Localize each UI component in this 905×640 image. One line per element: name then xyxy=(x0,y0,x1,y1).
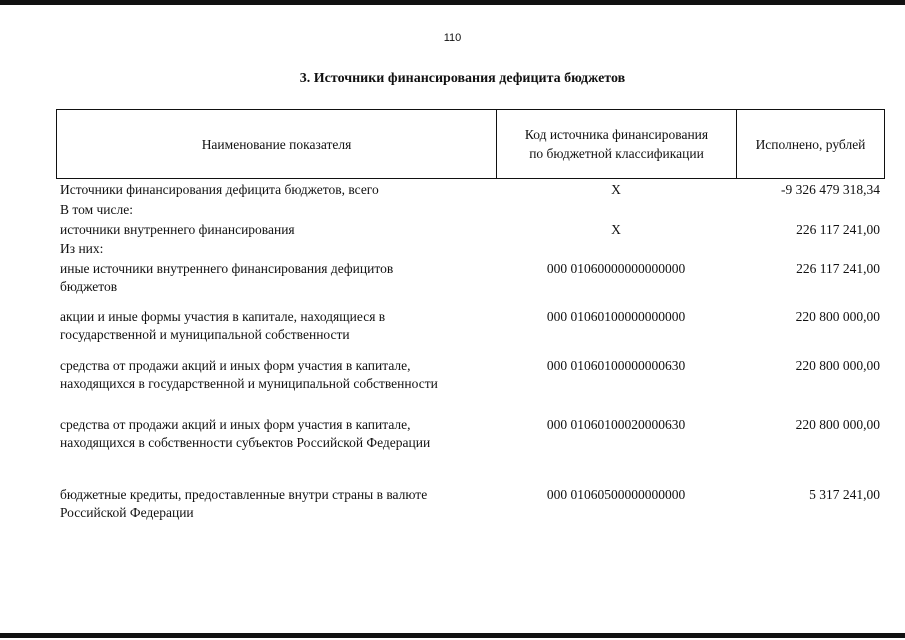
row-name-line2: бюджетов xyxy=(60,279,118,294)
row-name-line2: находящихся в государственной и муниципальной собственности xyxy=(60,376,438,391)
row-name-line1: иные источники внутреннего финансирования дефицитов xyxy=(60,261,394,276)
row-amount: 226 117 241,00 xyxy=(796,222,880,237)
row-name-line1: бюджетные кредиты, предоставленные внутри страны в валюте xyxy=(60,487,428,502)
row-code: 000 01060500000000000 xyxy=(546,487,686,502)
row-name xyxy=(60,260,500,296)
row-name-line1: средства от продажи акций и иных форм участия в капитале, xyxy=(60,417,411,432)
row-name: источники внутреннего финансирования xyxy=(60,222,295,237)
row-code: X xyxy=(611,182,621,197)
row-name: В том числе: xyxy=(60,202,133,217)
row-name: Из них: xyxy=(60,241,104,256)
row-code: 000 01060000000000000 xyxy=(546,261,686,276)
row-amount: 220 800 000,00 xyxy=(795,417,880,432)
bottom-border-rule xyxy=(0,633,905,638)
row-amount: 226 117 241,00 xyxy=(796,261,880,276)
header-code-line1: Код источника финансирования xyxy=(524,127,709,142)
header-code-line2: по бюджетной классификации xyxy=(529,146,704,161)
row-code: 000 01060100000000630 xyxy=(546,358,686,373)
header-name: Наименование показателя xyxy=(57,110,497,179)
section-title: 3. Источники финансирования дефицита бюджетов xyxy=(299,71,626,86)
row-name xyxy=(60,486,500,522)
row-amount: 220 800 000,00 xyxy=(795,358,880,373)
row-amount: -9 326 479 318,34 xyxy=(781,182,880,197)
row-amount: 5 317 241,00 xyxy=(809,487,880,502)
page-number: 110 xyxy=(443,32,462,44)
top-border-rule xyxy=(0,0,905,5)
row-amount: 220 800 000,00 xyxy=(795,309,880,324)
row-code: 000 01060100000000000 xyxy=(546,309,686,324)
header-amount: Исполнено, рублей xyxy=(737,110,885,179)
row-code: 000 01060100020000630 xyxy=(546,417,686,432)
row-name-line1: акции и иные формы участия в капитале, находящиеся в xyxy=(60,309,386,324)
row-name xyxy=(60,416,500,452)
row-name-line1: средства от продажи акций и иных форм участия в капитале, xyxy=(60,358,411,373)
row-code: X xyxy=(611,222,621,237)
row-name-line2: находящихся в собственности субъектов Российской Федерации xyxy=(60,435,431,450)
row-name-line2: Российской Федерации xyxy=(60,505,194,520)
row-name-line2: государственной и муниципальной собственности xyxy=(60,327,350,342)
table-header xyxy=(56,109,885,179)
row-name xyxy=(60,308,500,344)
header-code xyxy=(497,110,737,179)
row-name: Источники финансирования дефицита бюджетов, всего xyxy=(60,182,379,197)
row-name xyxy=(60,357,500,393)
